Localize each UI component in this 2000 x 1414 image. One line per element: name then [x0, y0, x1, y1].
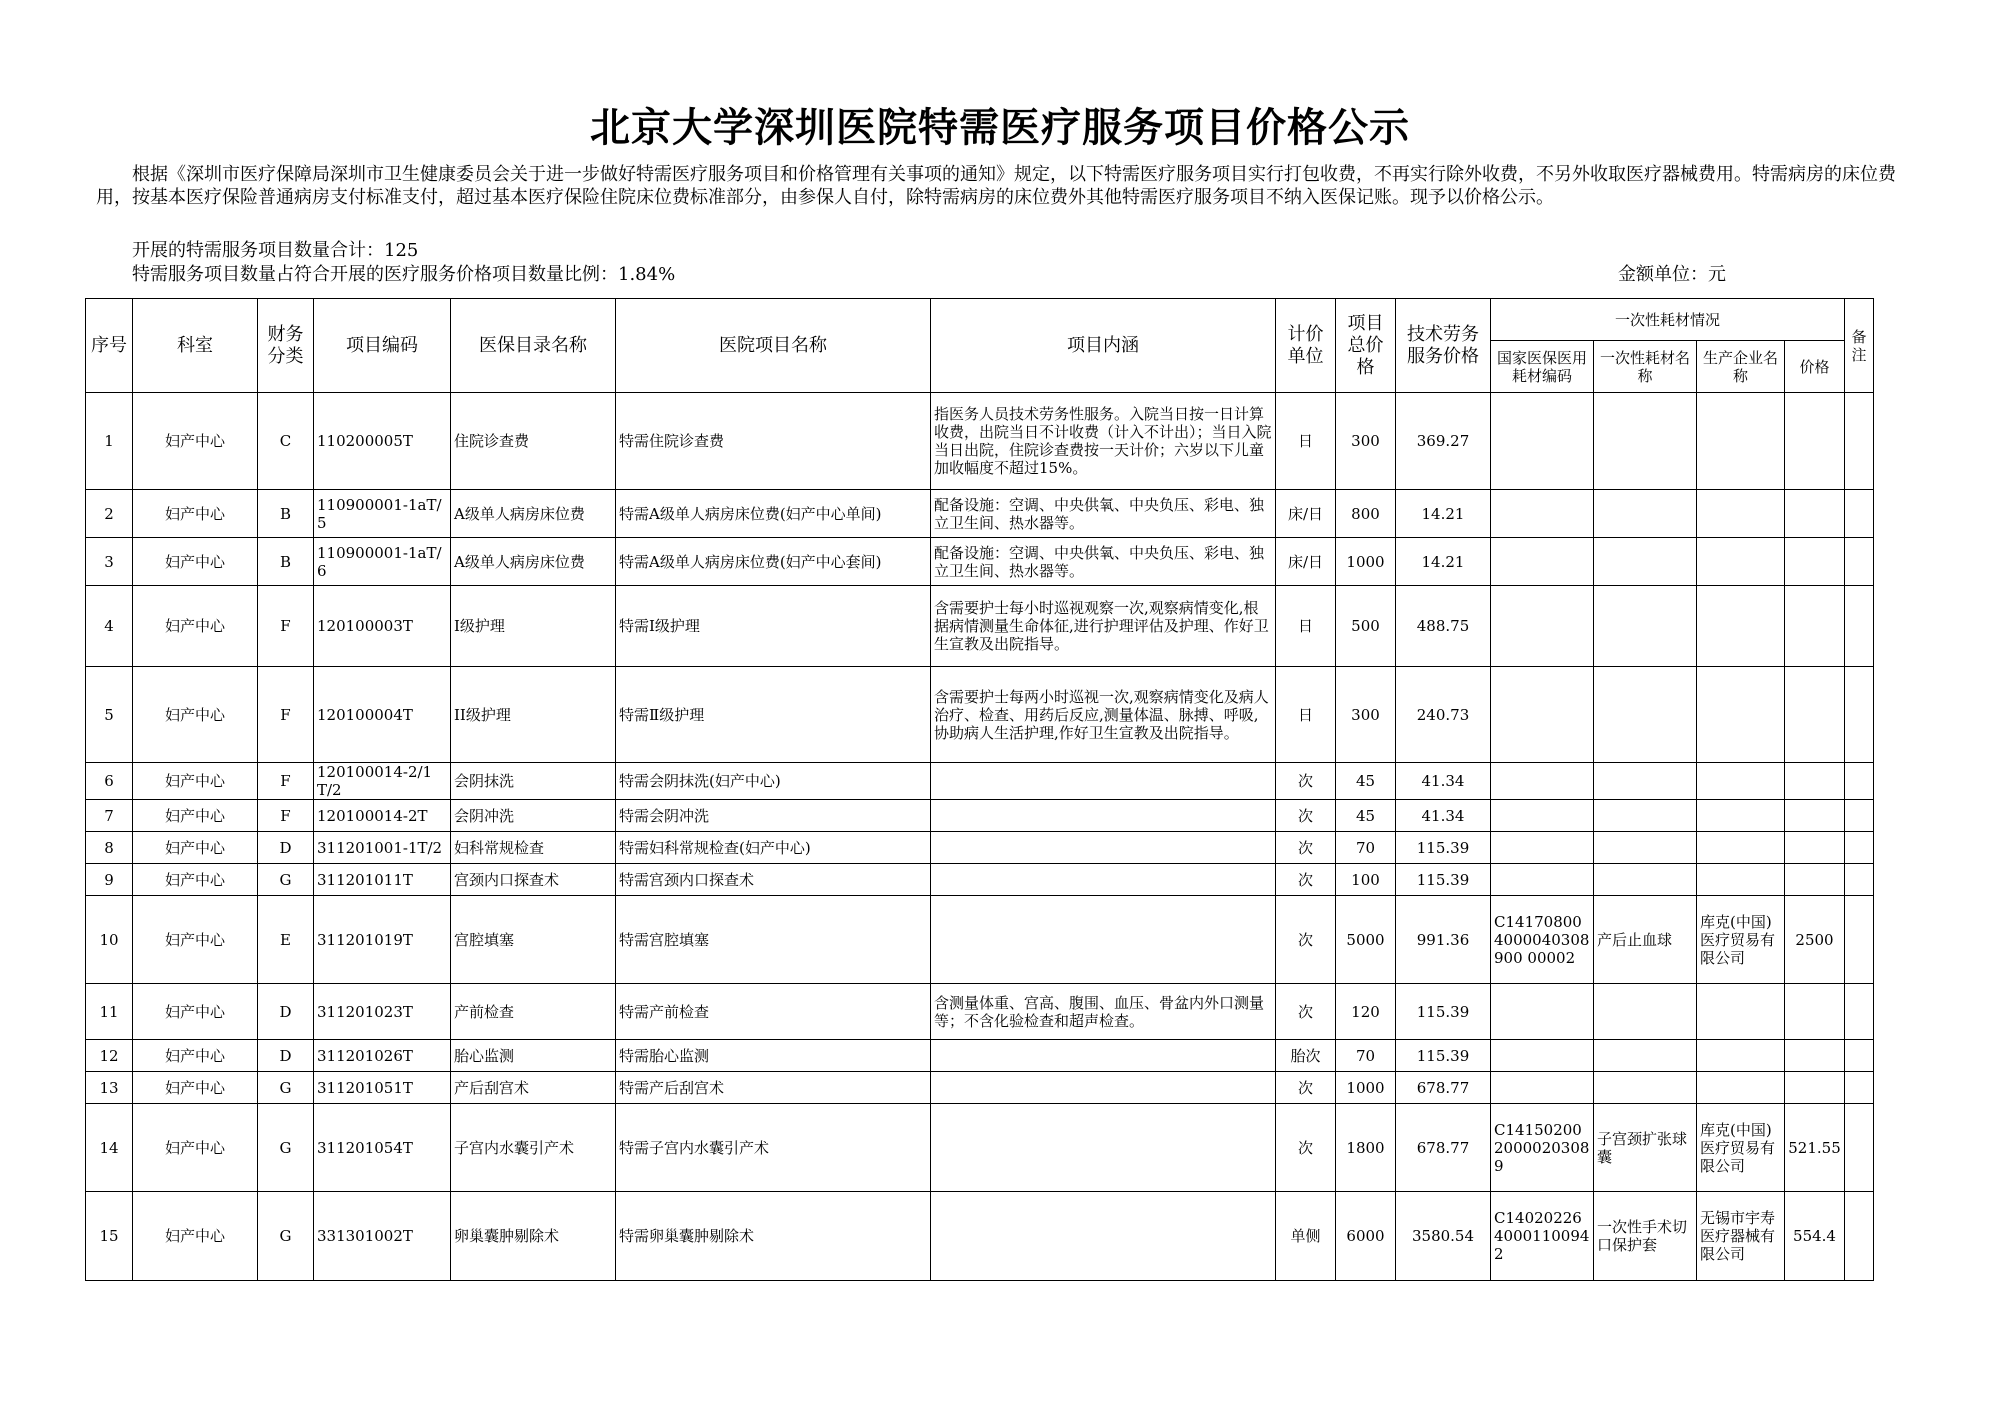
row-seq: 8 — [86, 832, 133, 864]
row-labor: 115.39 — [1396, 984, 1491, 1040]
row-cons-name — [1594, 763, 1697, 800]
row-cons-code — [1491, 586, 1594, 667]
row-cons-code — [1491, 800, 1594, 832]
row-cons-price — [1785, 1072, 1845, 1104]
row-unit: 次 — [1276, 832, 1336, 864]
row-cons-name — [1594, 586, 1697, 667]
row-labor: 14.21 — [1396, 490, 1491, 538]
row-remark — [1845, 896, 1874, 984]
row-dept: 妇产中心 — [133, 538, 258, 586]
row-code: 120100004T — [314, 667, 451, 763]
row-content: 含需要护士每小时巡视观察一次,观察病情变化,根据病情测量生命体征,进行护理评估及护理、作好卫生宣教及出院指导。 — [931, 586, 1276, 667]
row-cons-name — [1594, 984, 1697, 1040]
row-insname: A级单人病房床位费 — [451, 490, 616, 538]
row-seq: 6 — [86, 763, 133, 800]
table-row — [86, 1192, 1874, 1281]
row-cons-code — [1491, 832, 1594, 864]
row-fin: B — [258, 538, 314, 586]
table-row — [86, 1104, 1874, 1192]
row-cons-price: 521.55 — [1785, 1104, 1845, 1192]
row-content: 含测量体重、宫高、腹围、血压、骨盆内外口测量等；不含化验检查和超声检查。 — [931, 984, 1276, 1040]
row-hospname: 特需妇科常规检查(妇产中心) — [616, 832, 931, 864]
table-row — [86, 896, 1874, 984]
row-content — [931, 763, 1276, 800]
row-labor: 369.27 — [1396, 393, 1491, 490]
row-cons-mfr — [1697, 984, 1785, 1040]
row-cons-code: C141708004000040308900 00002 — [1491, 896, 1594, 984]
row-hospname: 特需子宫内水囊引产术 — [616, 1104, 931, 1192]
row-remark — [1845, 667, 1874, 763]
row-dept: 妇产中心 — [133, 1040, 258, 1072]
row-code: 311201026T — [314, 1040, 451, 1072]
header-code: 项目编码 — [314, 299, 451, 393]
table-row — [86, 832, 1874, 864]
row-dept: 妇产中心 — [133, 1192, 258, 1281]
row-cons-price — [1785, 538, 1845, 586]
row-total: 45 — [1336, 800, 1396, 832]
row-unit: 单侧 — [1276, 1192, 1336, 1281]
row-hospname: 特需会阴冲洗 — [616, 800, 931, 832]
table-row — [86, 538, 1874, 586]
row-fin: F — [258, 763, 314, 800]
row-cons-code — [1491, 1040, 1594, 1072]
row-unit: 次 — [1276, 1072, 1336, 1104]
row-seq: 3 — [86, 538, 133, 586]
header-unit: 计价单位 — [1276, 299, 1336, 393]
row-remark — [1845, 832, 1874, 864]
row-cons-name — [1594, 800, 1697, 832]
row-code: 311201001-1T/2 — [314, 832, 451, 864]
row-insname: 会阴冲洗 — [451, 800, 616, 832]
row-unit: 次 — [1276, 896, 1336, 984]
currency-unit-line: 金额单位：元 — [1618, 264, 1726, 285]
row-remark — [1845, 393, 1874, 490]
row-code: 110900001-1aT/5 — [314, 490, 451, 538]
row-seq: 4 — [86, 586, 133, 667]
row-cons-name — [1594, 864, 1697, 896]
row-remark — [1845, 864, 1874, 896]
header-cons-name: 一次性耗材名称 — [1594, 341, 1697, 393]
row-insname: 会阴抹洗 — [451, 763, 616, 800]
row-unit: 床/日 — [1276, 490, 1336, 538]
row-seq: 2 — [86, 490, 133, 538]
row-cons-mfr — [1697, 393, 1785, 490]
row-total: 6000 — [1336, 1192, 1396, 1281]
row-labor: 14.21 — [1396, 538, 1491, 586]
row-labor: 41.34 — [1396, 763, 1491, 800]
row-dept: 妇产中心 — [133, 984, 258, 1040]
row-hospname: 特需宫腔填塞 — [616, 896, 931, 984]
row-code: 311201011T — [314, 864, 451, 896]
row-fin: B — [258, 490, 314, 538]
row-fin: G — [258, 864, 314, 896]
row-content — [931, 1040, 1276, 1072]
row-remark — [1845, 1104, 1874, 1192]
row-fin: C — [258, 393, 314, 490]
row-content: 配备设施：空调、中央供氧、中央负压、彩电、独立卫生间、热水器等。 — [931, 538, 1276, 586]
row-seq: 15 — [86, 1192, 133, 1281]
row-cons-code — [1491, 490, 1594, 538]
row-cons-name — [1594, 490, 1697, 538]
row-insname: 宫腔填塞 — [451, 896, 616, 984]
row-unit: 次 — [1276, 1104, 1336, 1192]
row-unit: 日 — [1276, 586, 1336, 667]
row-remark — [1845, 1040, 1874, 1072]
row-total: 1800 — [1336, 1104, 1396, 1192]
row-cons-code — [1491, 763, 1594, 800]
row-remark — [1845, 763, 1874, 800]
row-fin: G — [258, 1072, 314, 1104]
row-fin: D — [258, 1040, 314, 1072]
row-cons-price — [1785, 800, 1845, 832]
row-unit: 胎次 — [1276, 1040, 1336, 1072]
header-consumables: 一次性耗材情况 — [1491, 299, 1845, 341]
row-total: 300 — [1336, 667, 1396, 763]
row-total: 300 — [1336, 393, 1396, 490]
row-cons-code — [1491, 1072, 1594, 1104]
row-content: 指医务人员技术劳务性服务。入院当日按一日计算收费，出院当日不计收费（计入不计出）；当日入院当日出院，住院诊查费按一天计价；六岁以下儿童加收幅度不超过15%。 — [931, 393, 1276, 490]
row-dept: 妇产中心 — [133, 1072, 258, 1104]
row-remark — [1845, 490, 1874, 538]
row-cons-price — [1785, 490, 1845, 538]
row-remark — [1845, 1072, 1874, 1104]
row-unit: 次 — [1276, 763, 1336, 800]
row-content — [931, 864, 1276, 896]
row-content — [931, 1192, 1276, 1281]
row-hospname: 特需产后刮宫术 — [616, 1072, 931, 1104]
row-labor: 115.39 — [1396, 1040, 1491, 1072]
row-insname: A级单人病房床位费 — [451, 538, 616, 586]
row-total: 500 — [1336, 586, 1396, 667]
intro-paragraph: 根据《深圳市医疗保障局深圳市卫生健康委员会关于进一步做好特需医疗服务项目和价格管理有关事项的通知》规定，以下特需医疗服务项目实行打包收费，不再实行除外收费，不另外收取医疗器械费用。特需病房的床位费用，按基本医疗保险普通病房支付标准支付，超过基本医疗保险住院床位费标准部分，由参保人自付，除特需病房的床位费外其他特需医疗服务项目不纳入医保记账。现予以价格公示。 — [96, 164, 1896, 208]
row-insname: 卵巢囊肿剔除术 — [451, 1192, 616, 1281]
header-remark: 备注 — [1845, 299, 1874, 393]
row-cons-name: 产后止血球 — [1594, 896, 1697, 984]
row-total: 70 — [1336, 832, 1396, 864]
row-cons-mfr — [1697, 832, 1785, 864]
row-code: 120100014-2T — [314, 800, 451, 832]
row-code: 120100014-2/1T/2 — [314, 763, 451, 800]
row-hospname: 特需Ⅱ级护理 — [616, 667, 931, 763]
row-cons-price — [1785, 763, 1845, 800]
row-cons-mfr — [1697, 538, 1785, 586]
row-cons-code — [1491, 667, 1594, 763]
row-total: 45 — [1336, 763, 1396, 800]
row-cons-mfr — [1697, 586, 1785, 667]
header-hospname: 医院项目名称 — [616, 299, 931, 393]
header-seq: 序号 — [86, 299, 133, 393]
row-dept: 妇产中心 — [133, 800, 258, 832]
row-insname: 胎心监测 — [451, 1040, 616, 1072]
row-cons-price — [1785, 667, 1845, 763]
row-code: 311201051T — [314, 1072, 451, 1104]
table-row — [86, 667, 1874, 763]
row-seq: 1 — [86, 393, 133, 490]
row-cons-name — [1594, 1040, 1697, 1072]
row-cons-price — [1785, 1040, 1845, 1072]
row-dept: 妇产中心 — [133, 393, 258, 490]
table-row — [86, 1072, 1874, 1104]
row-remark — [1845, 1192, 1874, 1281]
header-cons-code: 国家医保医用耗材编码 — [1491, 341, 1594, 393]
row-unit: 日 — [1276, 393, 1336, 490]
row-cons-code: C1415020020000203089 — [1491, 1104, 1594, 1192]
row-code: 110200005T — [314, 393, 451, 490]
row-labor: 991.36 — [1396, 896, 1491, 984]
row-content: 含需要护士每两小时巡视一次,观察病情变化及病人治疗、检查、用药后反应,测量体温、脉搏、呼吸,协助病人生活护理,作好卫生宣教及出院指导。 — [931, 667, 1276, 763]
row-fin: G — [258, 1104, 314, 1192]
row-dept: 妇产中心 — [133, 763, 258, 800]
row-cons-mfr — [1697, 1040, 1785, 1072]
table-row — [86, 1040, 1874, 1072]
project-ratio-line: 特需服务项目数量占符合开展的医疗服务价格项目数量比例：1.84% — [132, 264, 676, 285]
row-total: 100 — [1336, 864, 1396, 896]
row-labor: 488.75 — [1396, 586, 1491, 667]
row-remark — [1845, 800, 1874, 832]
row-cons-name: 子宫颈扩张球囊 — [1594, 1104, 1697, 1192]
row-cons-name — [1594, 1072, 1697, 1104]
row-dept: 妇产中心 — [133, 864, 258, 896]
row-seq: 11 — [86, 984, 133, 1040]
row-cons-name — [1594, 393, 1697, 490]
header-total: 项目总价格 — [1336, 299, 1396, 393]
row-remark — [1845, 984, 1874, 1040]
row-total: 5000 — [1336, 896, 1396, 984]
row-cons-name — [1594, 538, 1697, 586]
row-labor: 41.34 — [1396, 800, 1491, 832]
row-cons-mfr — [1697, 864, 1785, 896]
row-dept: 妇产中心 — [133, 586, 258, 667]
row-insname: II级护理 — [451, 667, 616, 763]
row-cons-code: C1402022640001100942 — [1491, 1192, 1594, 1281]
row-total: 1000 — [1336, 1072, 1396, 1104]
table-row — [86, 393, 1874, 490]
row-cons-mfr: 库克(中国)医疗贸易有限公司 — [1697, 1104, 1785, 1192]
row-cons-code — [1491, 538, 1594, 586]
row-cons-mfr — [1697, 667, 1785, 763]
row-hospname: 特需Ⅰ级护理 — [616, 586, 931, 667]
row-cons-name — [1594, 667, 1697, 763]
row-hospname: 特需卵巢囊肿剔除术 — [616, 1192, 931, 1281]
page-title: 北京大学深圳医院特需医疗服务项目价格公示 — [590, 105, 1410, 151]
table-row — [86, 763, 1874, 800]
row-insname: 子宫内水囊引产术 — [451, 1104, 616, 1192]
row-seq: 5 — [86, 667, 133, 763]
row-labor: 240.73 — [1396, 667, 1491, 763]
row-cons-price — [1785, 832, 1845, 864]
row-unit: 次 — [1276, 800, 1336, 832]
row-total: 70 — [1336, 1040, 1396, 1072]
row-dept: 妇产中心 — [133, 896, 258, 984]
row-unit: 床/日 — [1276, 538, 1336, 586]
row-cons-mfr — [1697, 490, 1785, 538]
header-dept: 科室 — [133, 299, 258, 393]
row-fin: F — [258, 667, 314, 763]
row-code: 331301002T — [314, 1192, 451, 1281]
row-remark — [1845, 586, 1874, 667]
row-cons-price: 554.4 — [1785, 1192, 1845, 1281]
row-cons-price — [1785, 393, 1845, 490]
header-insname: 医保目录名称 — [451, 299, 616, 393]
row-cons-price: 2500 — [1785, 896, 1845, 984]
row-fin: D — [258, 832, 314, 864]
row-fin: F — [258, 586, 314, 667]
header-cons-price: 价格 — [1785, 341, 1845, 393]
row-hospname: 特需产前检查 — [616, 984, 931, 1040]
row-fin: E — [258, 896, 314, 984]
row-hospname: 特需住院诊查费 — [616, 393, 931, 490]
row-cons-code — [1491, 393, 1594, 490]
row-fin: D — [258, 984, 314, 1040]
row-code: 110900001-1aT/6 — [314, 538, 451, 586]
row-unit: 次 — [1276, 984, 1336, 1040]
row-content — [931, 800, 1276, 832]
row-cons-mfr — [1697, 1072, 1785, 1104]
table-row — [86, 490, 1874, 538]
header-labor: 技术劳务服务价格 — [1396, 299, 1491, 393]
row-cons-mfr: 无锡市宇寿医疗器械有限公司 — [1697, 1192, 1785, 1281]
row-insname: 产前检查 — [451, 984, 616, 1040]
row-seq: 14 — [86, 1104, 133, 1192]
row-total: 1000 — [1336, 538, 1396, 586]
row-labor: 678.77 — [1396, 1104, 1491, 1192]
row-seq: 12 — [86, 1040, 133, 1072]
row-cons-code — [1491, 984, 1594, 1040]
row-content — [931, 1104, 1276, 1192]
row-dept: 妇产中心 — [133, 1104, 258, 1192]
row-code: 311201023T — [314, 984, 451, 1040]
row-insname: 产后刮宫术 — [451, 1072, 616, 1104]
row-labor: 678.77 — [1396, 1072, 1491, 1104]
table-row — [86, 984, 1874, 1040]
header-fin: 财务分类 — [258, 299, 314, 393]
row-labor: 3580.54 — [1396, 1192, 1491, 1281]
row-fin: F — [258, 800, 314, 832]
row-cons-mfr — [1697, 763, 1785, 800]
row-cons-code — [1491, 864, 1594, 896]
row-code: 311201054T — [314, 1104, 451, 1192]
row-hospname: 特需宫颈内口探查术 — [616, 864, 931, 896]
row-unit: 日 — [1276, 667, 1336, 763]
table-row — [86, 864, 1874, 896]
row-seq: 9 — [86, 864, 133, 896]
row-dept: 妇产中心 — [133, 832, 258, 864]
price-table — [85, 298, 1874, 1281]
project-count-line: 开展的特需服务项目数量合计：125 — [132, 240, 419, 261]
row-remark — [1845, 538, 1874, 586]
row-labor: 115.39 — [1396, 832, 1491, 864]
row-labor: 115.39 — [1396, 864, 1491, 896]
row-content — [931, 896, 1276, 984]
row-hospname: 特需A级单人病房床位费(妇产中心套间) — [616, 538, 931, 586]
row-unit: 次 — [1276, 864, 1336, 896]
row-insname: 宫颈内口探查术 — [451, 864, 616, 896]
row-seq: 13 — [86, 1072, 133, 1104]
table-row — [86, 800, 1874, 832]
row-cons-mfr: 库克(中国)医疗贸易有限公司 — [1697, 896, 1785, 984]
row-cons-mfr — [1697, 800, 1785, 832]
row-insname: 妇科常规检查 — [451, 832, 616, 864]
row-cons-name: 一次性手术切口保护套 — [1594, 1192, 1697, 1281]
row-content — [931, 832, 1276, 864]
row-total: 800 — [1336, 490, 1396, 538]
row-cons-price — [1785, 864, 1845, 896]
row-seq: 7 — [86, 800, 133, 832]
row-hospname: 特需胎心监测 — [616, 1040, 931, 1072]
row-insname: 住院诊查费 — [451, 393, 616, 490]
table-row — [86, 586, 1874, 667]
row-total: 120 — [1336, 984, 1396, 1040]
row-content — [931, 1072, 1276, 1104]
row-code: 311201019T — [314, 896, 451, 984]
header-content: 项目内涵 — [931, 299, 1276, 393]
row-seq: 10 — [86, 896, 133, 984]
header-cons-mfr: 生产企业名称 — [1697, 341, 1785, 393]
row-content: 配备设施：空调、中央供氧、中央负压、彩电、独立卫生间、热水器等。 — [931, 490, 1276, 538]
row-fin: G — [258, 1192, 314, 1281]
row-dept: 妇产中心 — [133, 667, 258, 763]
row-cons-price — [1785, 586, 1845, 667]
row-cons-price — [1785, 984, 1845, 1040]
row-dept: 妇产中心 — [133, 490, 258, 538]
row-code: 120100003T — [314, 586, 451, 667]
row-hospname: 特需A级单人病房床位费(妇产中心单间) — [616, 490, 931, 538]
row-hospname: 特需会阴抹洗(妇产中心) — [616, 763, 931, 800]
row-cons-name — [1594, 832, 1697, 864]
row-insname: Ⅰ级护理 — [451, 586, 616, 667]
